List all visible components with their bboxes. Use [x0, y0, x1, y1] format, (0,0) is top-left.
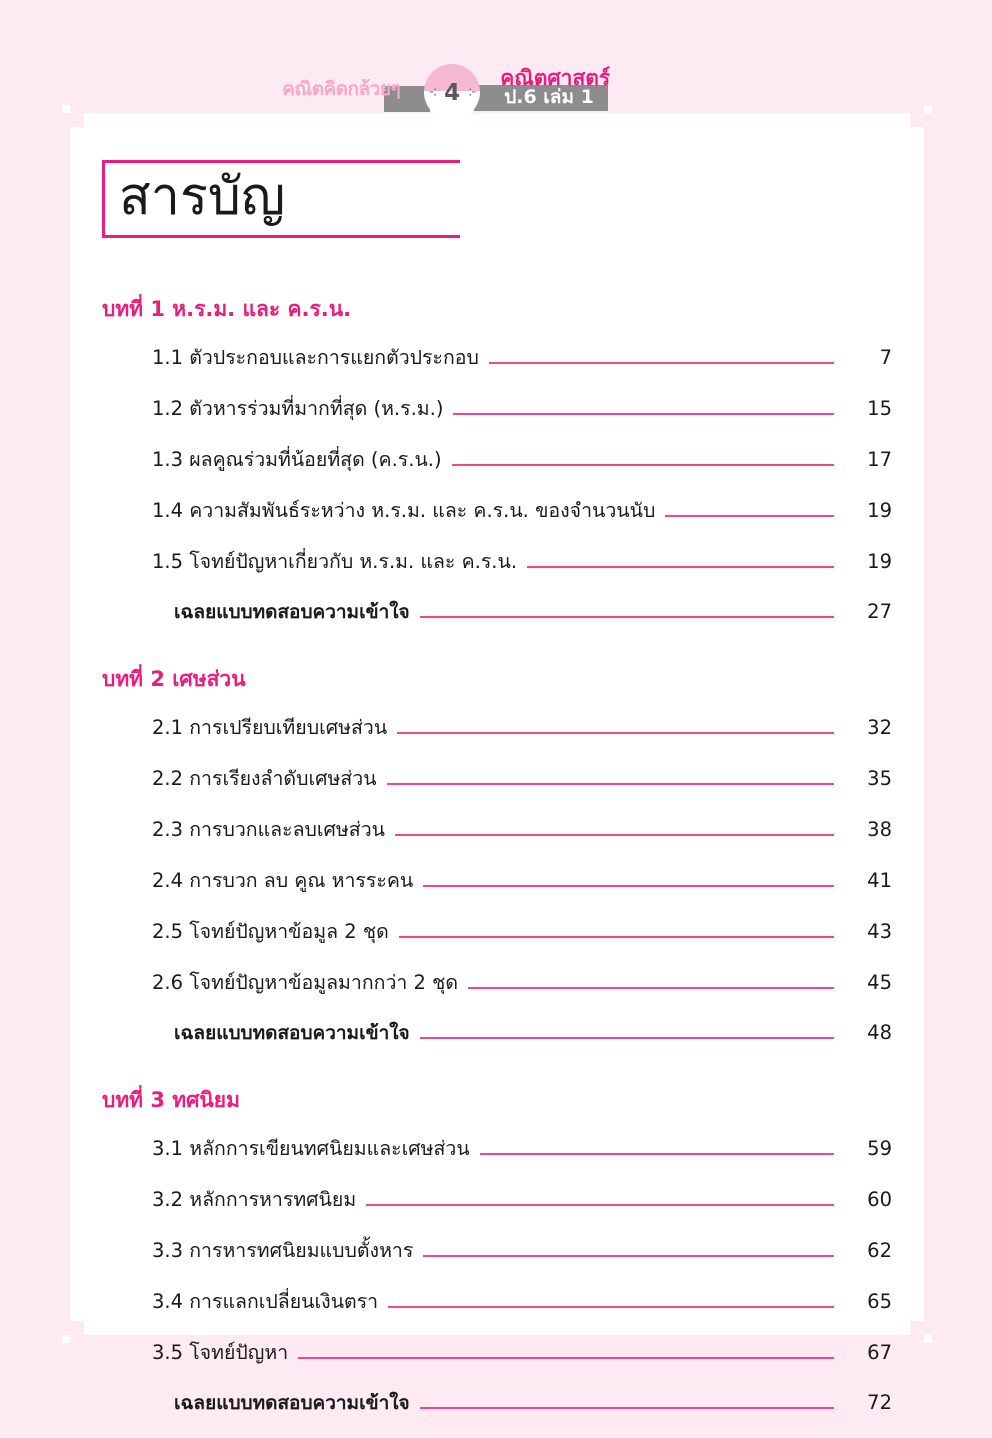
- toc-leader-line: [452, 464, 834, 466]
- toc-entry[interactable]: [102, 597, 892, 627]
- toc-entry[interactable]: [102, 342, 892, 373]
- toc-entry-label: เฉลยแบบทดสอบความเข้าใจ: [174, 1392, 410, 1414]
- toc-entry-page-number: 65: [867, 1290, 892, 1313]
- toc-entry[interactable]: [102, 814, 892, 845]
- toc-entry-page-number: 67: [867, 1341, 892, 1364]
- toc-entry-label: 3.4 การแลกเปลี่ยนเงินตรา: [152, 1290, 379, 1313]
- toc-entry-page-number: 48: [867, 1021, 892, 1044]
- toc-chapter-title: บทที่ 3 ทศนิยม: [102, 1088, 240, 1112]
- toc-leader-line: [468, 987, 834, 989]
- toc-leader-line: [423, 1255, 834, 1257]
- corner-dot-top-right: [924, 105, 932, 113]
- page-header: [0, 68, 992, 116]
- corner-notch-bottom-right: [910, 1321, 924, 1335]
- page-title-block: [102, 160, 460, 238]
- toc-entry-label: 3.3 การหารทศนิยมแบบตั้งหาร: [152, 1239, 414, 1262]
- toc-leader-line: [388, 1306, 834, 1308]
- page-sheet: [70, 113, 924, 1414]
- toc-leader-line: [420, 1407, 834, 1409]
- toc-entry-page-number: 15: [867, 397, 892, 420]
- toc-entry-page-number: 35: [867, 767, 892, 790]
- toc-entry-page-number: 17: [867, 448, 892, 471]
- toc-leader-line: [298, 1357, 834, 1359]
- corner-notch-top-right: [910, 113, 924, 127]
- toc-entry[interactable]: [102, 1337, 892, 1368]
- toc-chapter: [102, 663, 892, 1048]
- toc-leader-line: [399, 936, 834, 938]
- toc-entry[interactable]: [102, 495, 892, 526]
- toc-entry-label: 1.1 ตัวประกอบและการแยกตัวประกอบ: [152, 346, 479, 369]
- toc-entry-page-number: 62: [867, 1239, 892, 1262]
- toc-entry-page-number: 60: [867, 1188, 892, 1211]
- table-of-contents: [102, 293, 892, 1438]
- toc-entry[interactable]: [102, 546, 892, 577]
- toc-entry-page-number: 27: [867, 600, 892, 623]
- toc-entry-page-number: 7: [879, 346, 892, 369]
- corner-dot-bottom-right: [924, 1335, 932, 1343]
- toc-entry[interactable]: [102, 1388, 892, 1418]
- toc-leader-line: [453, 413, 834, 415]
- toc-entry-label: 2.3 การบวกและลบเศษส่วน: [152, 818, 385, 841]
- toc-entry-label: 1.2 ตัวหารร่วมที่มากที่สุด (ห.ร.ม.): [152, 397, 444, 420]
- toc-entry-page-number: 19: [867, 550, 892, 573]
- toc-chapter: [102, 1084, 892, 1418]
- badge-right-dots-icon: :-: [468, 84, 476, 100]
- page-title: สารบัญ: [119, 167, 286, 227]
- toc-entry[interactable]: [102, 1018, 892, 1048]
- toc-entry-label: 2.2 การเรียงลำดับเศษส่วน: [152, 767, 377, 790]
- toc-entry-label: 3.1 หลักการเขียนทศนิยมและเศษส่วน: [152, 1137, 470, 1160]
- toc-chapter-title: บทที่ 1 ห.ร.ม. และ ค.ร.น.: [102, 297, 352, 321]
- toc-leader-line: [480, 1153, 834, 1155]
- toc-leader-line: [366, 1204, 834, 1206]
- page-number-value: 4: [444, 79, 461, 106]
- toc-entry-label: 1.4 ความสัมพันธ์ระหว่าง ห.ร.ม. และ ค.ร.น. ของจำนวนนับ: [152, 499, 656, 522]
- toc-entry[interactable]: [102, 444, 892, 475]
- toc-leader-line: [423, 885, 834, 887]
- page-number-badge: [424, 64, 480, 120]
- corner-dot-bottom-left: [62, 1335, 70, 1343]
- badge-left-dots-icon: -:: [429, 84, 437, 100]
- header-series-title: คณิตคิดกล้วยๆ: [282, 78, 401, 100]
- toc-entry-label: เฉลยแบบทดสอบความเข้าใจ: [174, 601, 410, 623]
- toc-leader-line: [395, 834, 834, 836]
- toc-leader-line: [665, 515, 834, 517]
- toc-leader-line: [387, 783, 834, 785]
- corner-notch-top-left: [70, 113, 84, 127]
- toc-entry-page-number: 38: [867, 818, 892, 841]
- toc-entry-label: 3.2 หลักการหารทศนิยม: [152, 1188, 357, 1211]
- toc-entry-label: 2.1 การเปรียบเทียบเศษส่วน: [152, 716, 388, 739]
- header-right-group: [474, 66, 611, 111]
- toc-entry-label: 2.6 โจทย์ปัญหาข้อมูลมากกว่า 2 ชุด: [152, 971, 459, 994]
- toc-entry[interactable]: [102, 1133, 892, 1164]
- toc-chapter: [102, 293, 892, 627]
- header-subject-title: คณิตศาสตร์: [500, 66, 611, 90]
- toc-entry-page-number: 72: [867, 1391, 892, 1414]
- toc-entry-label: 2.4 การบวก ลบ คูณ หารระคน: [152, 869, 414, 892]
- toc-entry[interactable]: [102, 763, 892, 794]
- corner-notch-bottom-left: [70, 1321, 84, 1335]
- toc-leader-line: [420, 616, 834, 618]
- toc-leader-line: [527, 566, 834, 568]
- toc-leader-line: [397, 732, 834, 734]
- toc-entry-page-number: 43: [867, 920, 892, 943]
- toc-entry[interactable]: [102, 1235, 892, 1266]
- toc-entry-page-number: 41: [867, 869, 892, 892]
- header-grade-label: ป.6 เล่ม 1: [504, 85, 594, 108]
- toc-entry-page-number: 59: [867, 1137, 892, 1160]
- toc-entry-label: 2.5 โจทย์ปัญหาข้อมูล 2 ชุด: [152, 920, 389, 943]
- toc-entry-label: 1.5 โจทย์ปัญหาเกี่ยวกับ ห.ร.ม. และ ค.ร.น.: [152, 550, 518, 573]
- toc-entry-label: 1.3 ผลคูณร่วมที่น้อยที่สุด (ค.ร.น.): [152, 448, 442, 471]
- toc-entry[interactable]: [102, 865, 892, 896]
- toc-entry[interactable]: [102, 916, 892, 947]
- toc-leader-line: [489, 362, 834, 364]
- toc-entry[interactable]: [102, 967, 892, 998]
- toc-leader-line: [420, 1037, 834, 1039]
- toc-entry[interactable]: [102, 1286, 892, 1317]
- toc-entry-label: 3.5 โจทย์ปัญหา: [152, 1341, 289, 1364]
- toc-entry[interactable]: [102, 393, 892, 424]
- toc-entry-page-number: 19: [867, 499, 892, 522]
- toc-entry-label: เฉลยแบบทดสอบความเข้าใจ: [174, 1022, 410, 1044]
- toc-chapter-title: บทที่ 2 เศษส่วน: [102, 667, 246, 691]
- toc-entry[interactable]: [102, 712, 892, 743]
- toc-entry-page-number: 32: [867, 716, 892, 739]
- corner-dot-top-left: [62, 105, 70, 113]
- toc-entry-page-number: 45: [867, 971, 892, 994]
- toc-entry[interactable]: [102, 1184, 892, 1215]
